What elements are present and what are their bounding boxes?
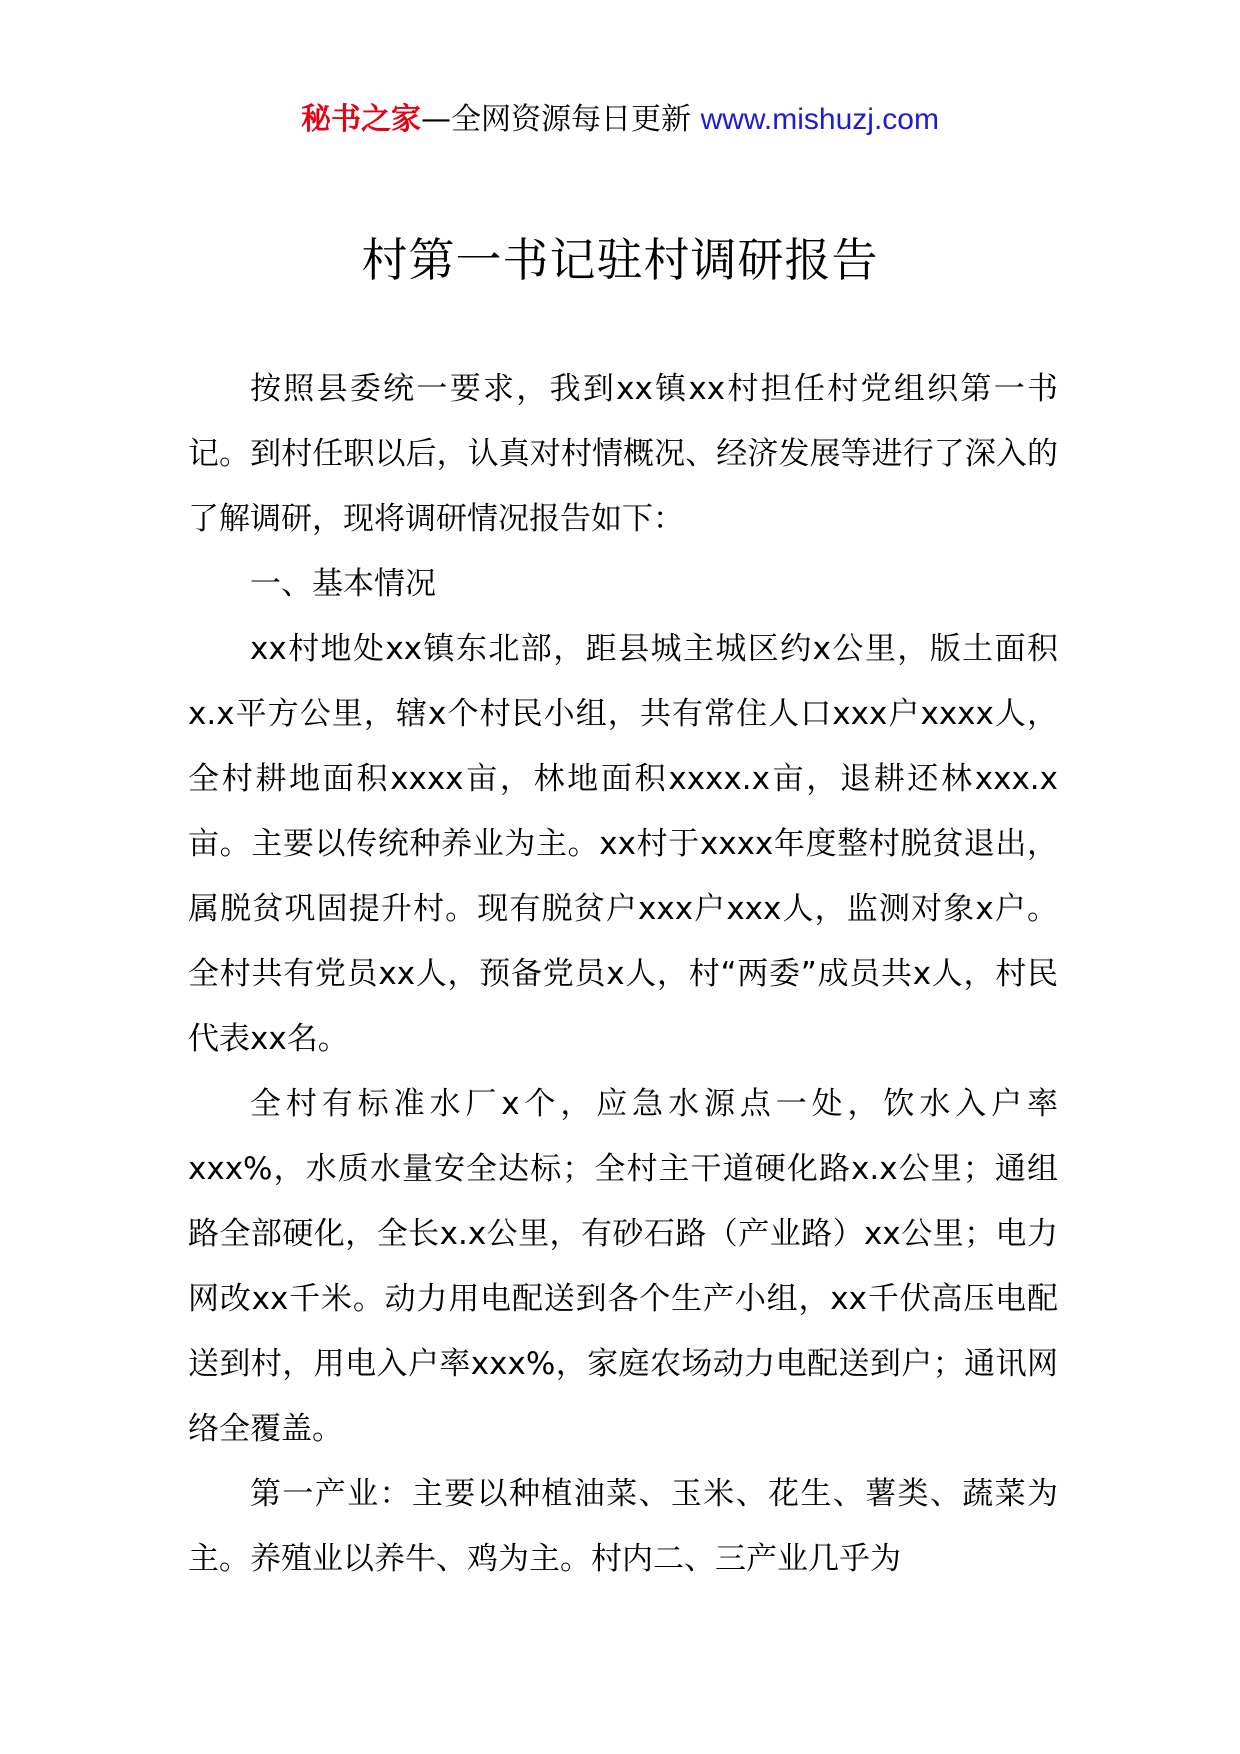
site-url-link[interactable]: www.mishuzj.com: [700, 103, 939, 136]
body-paragraph: 第一产业：主要以种植油菜、玉米、花生、薯类、蔬菜为主。养殖业以养牛、鸡为主。村内二、三产业几乎为: [188, 1476, 1058, 1577]
section-heading: 一、基本情况: [250, 566, 436, 602]
document-body: [188, 357, 1058, 1592]
intro-paragraph: 按照县委统一要求，我到xx镇xx村担任村党组织第一书记。到村任职以后，认真对村情概况、经济发展等进行了深入的了解调研，现将调研情况报告如下：: [188, 371, 1058, 537]
document-title: 村第一书记驻村调研报告: [361, 233, 879, 287]
body-paragraph: xx村地处xx镇东北部，距县城主城区约x公里，版土面积x.x平方公里，辖x个村民小组，共有常住人口xxx户xxxx人，全村耕地面积xxxx亩，林地面积xxxx.x亩，退耕还林xxx.x亩。主要以传统种养业为主。xx村于xxxx年度整村脱贫退出，属脱贫巩固提升村。现有脱贫户xxx户xxx人，监测对象x户。全村共有党员xx人，预备党员x人，村“两委”成员共x人，村民代表xx名。: [188, 631, 1058, 1057]
site-tagline: —全网资源每日更新: [421, 102, 701, 137]
site-brand: 秘书之家: [301, 102, 422, 137]
body-paragraph: 全村有标准水厂x个，应急水源点一处，饮水入户率xxx%，水质水量安全达标；全村主干道硬化路x.x公里；通组路全部硬化，全长x.x公里，有砂石路（产业路）xx公里；电力网改xx千米。动力用电配送到各个生产小组，xx千伏高压电配送到村，用电入户率xxx%，家庭农场动力电配送到户；通讯网络全覆盖。: [188, 1086, 1058, 1447]
site-header: [0, 98, 1240, 142]
